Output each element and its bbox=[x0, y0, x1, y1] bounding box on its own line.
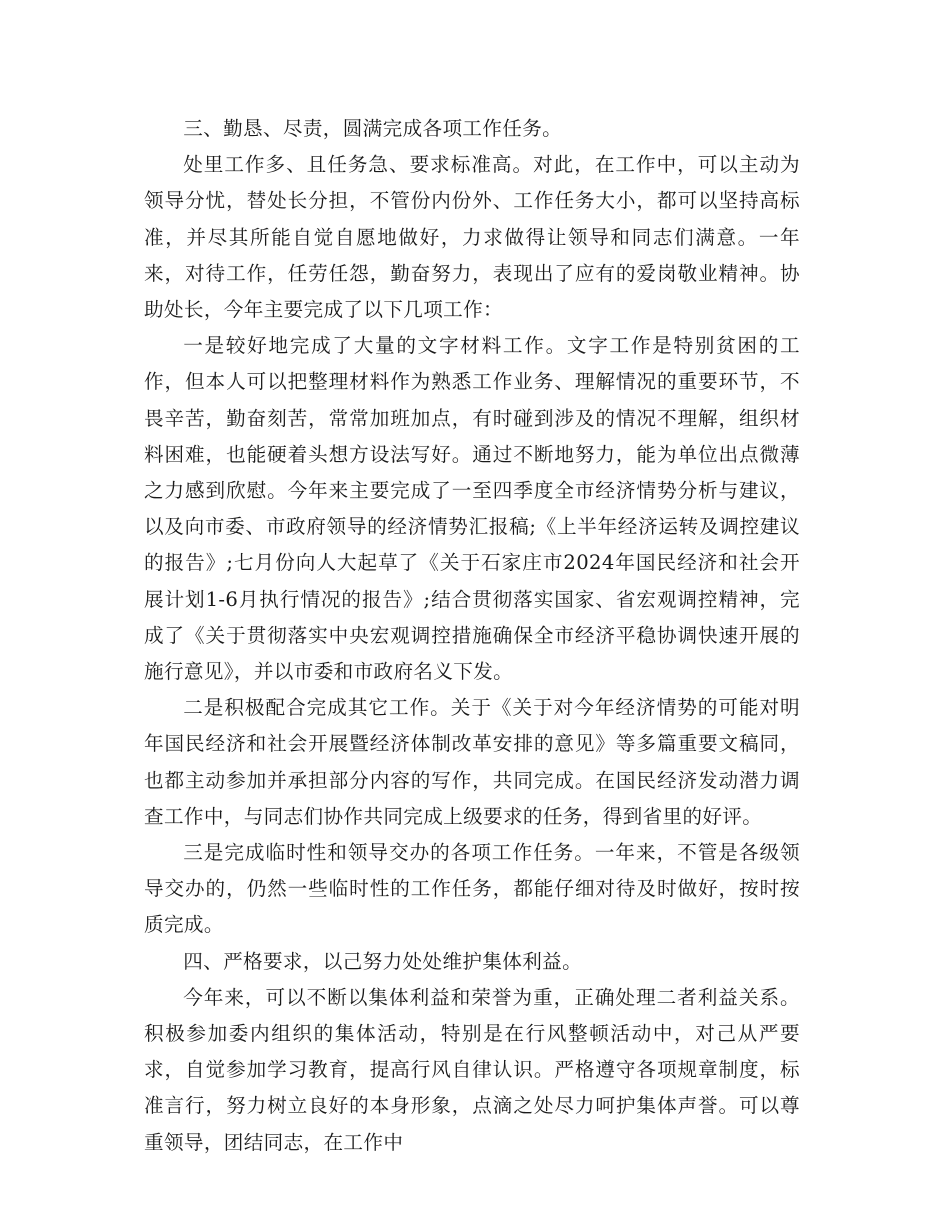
paragraph-workload: 处里工作多、且任务急、要求标准高。对此，在工作中，可以主动为领导分忧，替处长分担，不管份内份外、工作任务大小，都可以坚持高标准，并尽其所能自觉自愿地做好，力求做得让领导和同志们满意。一年来，对待工作，任劳任怨，勤奋努力，表现出了应有的爱岗敬业精神。协助处长，今年主要完成了以下几项工作： bbox=[144, 153, 800, 322]
paragraph-temporary-tasks: 三是完成临时性和领导交办的各项工作任务。一年来，不管是各级领导交办的，仍然一些临时性的工作任务，都能仔细对待及时做好，按时按质完成。 bbox=[144, 841, 800, 937]
paragraph-collective-interest: 今年来，可以不断以集体利益和荣誉为重，正确处理二者利益关系。积极参加委内组织的集体活动，特别是在行风整顿活动中，对己从严要求，自觉参加学习教育，提高行风自律认识。严格遵守各项规章制度，标准言行，努力树立良好的本身形象，点滴之处尽力呵护集体声誉。可以尊重领导，团结同志，在工作中 bbox=[144, 985, 800, 1154]
document-page bbox=[144, 111, 800, 1161]
section-heading-four: 四、严格要求，以己努力处处维护集体利益。 bbox=[183, 949, 583, 973]
paragraph-other-work: 二是积极配合完成其它工作。关于《关于对今年经济情势的可能对明年国民经济和社会开展暨经济体制改革安排的意见》等多篇重要文稿同，也都主动参加并承担部分内容的写作，共同完成。在国民经济发动潜力调查工作中，与同志们协作共同完成上级要求的任务，得到省里的好评。 bbox=[144, 696, 800, 828]
section-heading-three: 三、勤恳、尽责，圆满完成各项工作任务。 bbox=[183, 117, 563, 140]
paragraph-writing-work: 一是较好地完成了大量的文字材料工作。文字工作是特别贫困的工作，但本人可以把整理材料作为熟悉工作业务、理解情况的重要环节，不畏辛苦，勤奋刻苦，常常加班加点，有时碰到涉及的情况不理解，组织材料困难，也能硬着头想方设法写好。通过不断地努力，能为单位出点微薄之力感到欣慰。今年来主要完成了一至四季度全市经济情势分析与建议，以及向市委、市政府领导的经济情势汇报稿;《上半年经济运转及调控建议的报告》;七月份向人大起草了《关于石家庄市2024年国民经济和社会开展计划1-6月执行情况的报告》;结合贯彻落实国家、省宏观调控精神，完成了《关于贯彻落实中央宏观调控措施确保全市经济平稳协调快速开展的施行意见》，并以市委和市政府名义下发。 bbox=[144, 334, 800, 684]
